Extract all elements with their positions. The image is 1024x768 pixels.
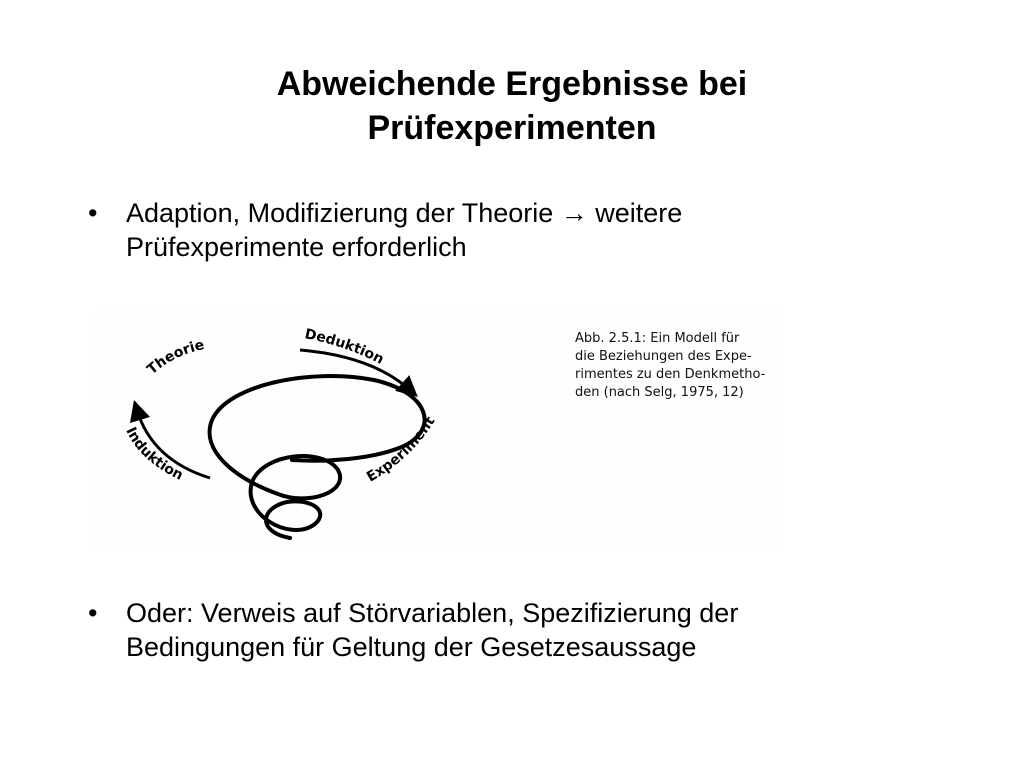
bullet-text-line-1: Oder: Verweis auf Störvariablen, Spezifizierung der (126, 598, 739, 628)
bullet-text-line-1: Adaption, Modifizierung der Theorie → weitere (126, 198, 683, 228)
slide-title-line-2: Prüfexperimenten (367, 109, 657, 147)
figure-caption-line-2: die Beziehungen des Expe- (575, 349, 752, 364)
figure-caption (575, 330, 775, 402)
bullet-item (88, 196, 948, 276)
bullet-text-line-2: Bedingungen für Geltung der Gesetzesaussage (126, 632, 697, 662)
label-experiment-text: Experiment (364, 413, 439, 486)
slide-title (0, 62, 1024, 150)
label-theorie (144, 337, 206, 378)
label-deduktion (303, 326, 386, 368)
bullet-text (126, 196, 946, 264)
label-induktion-text: Induktion (122, 424, 186, 484)
bullet-text (126, 596, 946, 664)
label-deduktion-text: Deduktion (303, 326, 387, 368)
bullet-text-line-2: Prüfexperimente erforderlich (126, 232, 467, 262)
figure-caption-line-4: den (nach Selg, 1975, 12) (575, 385, 744, 400)
figure-caption-line-1: Abb. 2.5.1: Ein Modell für (575, 331, 740, 346)
bullet-marker: • (88, 198, 98, 228)
figure-caption-line-3: rimentes zu den Denkmetho- (575, 367, 766, 382)
slide-title-line-1: Abweichende Ergebnisse bei (276, 65, 748, 103)
label-induktion (122, 425, 185, 484)
label-theorie-text: Theorie (144, 337, 206, 378)
bullet-marker: • (88, 598, 98, 628)
bullet-item (88, 596, 948, 676)
label-experiment (364, 414, 439, 486)
